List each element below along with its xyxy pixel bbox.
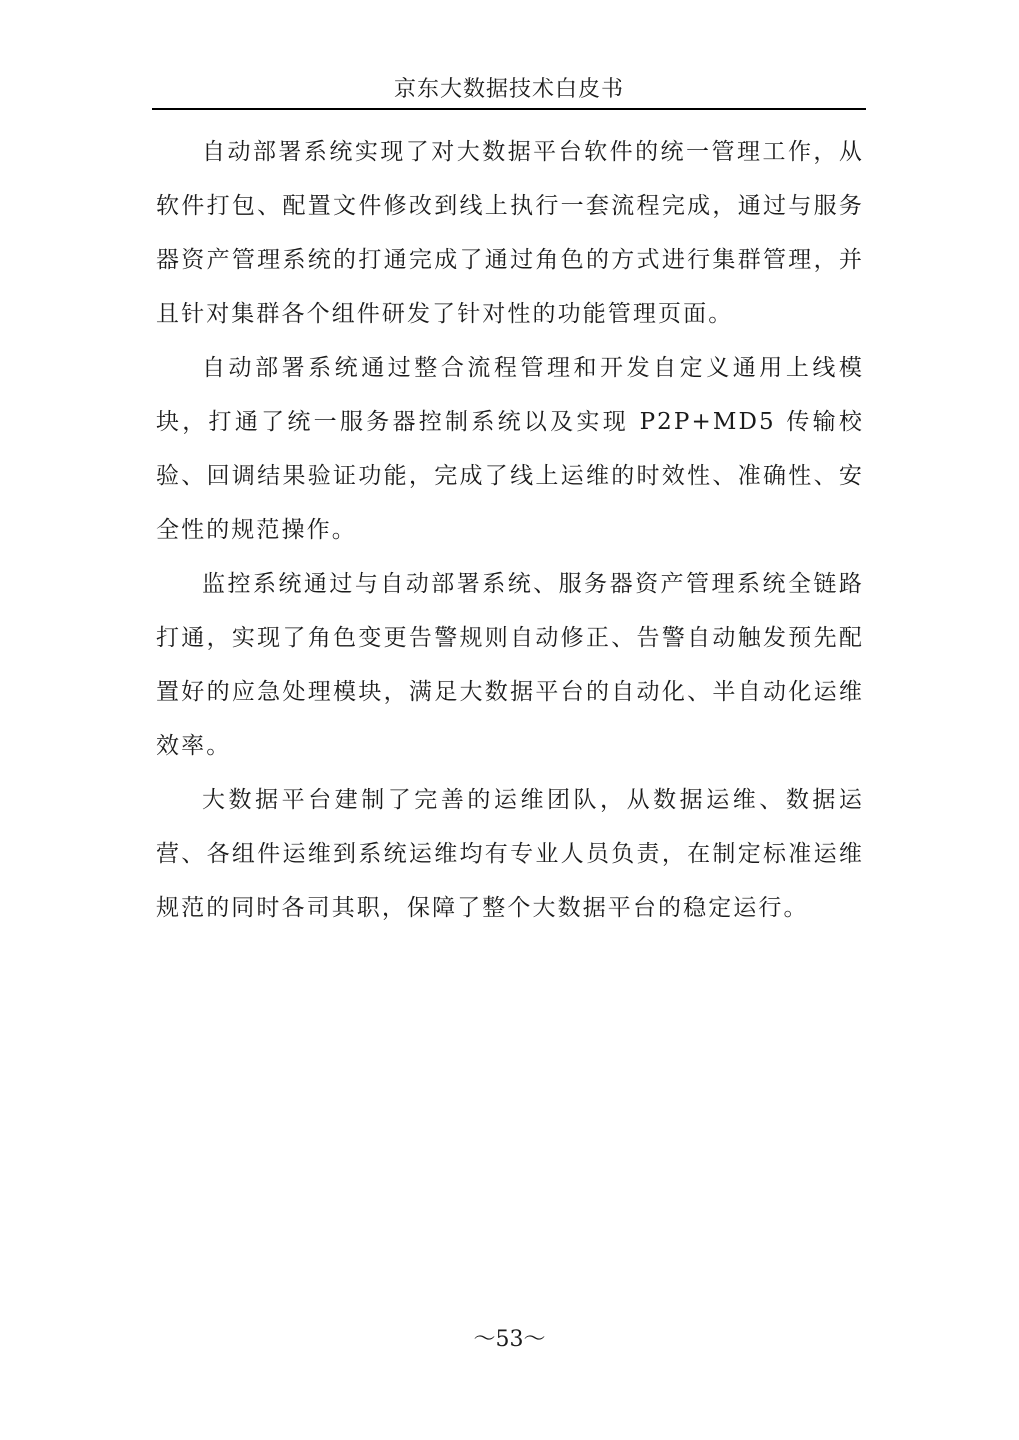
page-number: ～53～ <box>473 1327 546 1352</box>
paragraph-monitoring: 监控系统通过与自动部署系统、服务器资产管理系统全链路打通，实现了角色变更告警规则自动修正、告警自动触发预先配置好的应急处理模块，满足大数据平台的自动化、半自动化运维效率。 <box>156 571 864 759</box>
paragraph-ops-team: 大数据平台建制了完善的运维团队，从数据运维、数据运营、各组件运维到系统运维均有专业人员负责，在制定标准运维规范的同时各司其职，保障了整个大数据平台的稳定运行。 <box>156 787 864 921</box>
header-divider <box>152 108 866 110</box>
document-body <box>156 125 864 935</box>
paragraph-auto-deploy: 自动部署系统实现了对大数据平台软件的统一管理工作，从软件打包、配置文件修改到线上执行一套流程完成，通过与服务器资产管理系统的打通完成了通过角色的方式进行集群管理，并且针对集群各个组件研发了针对性的功能管理页面。 <box>156 139 864 327</box>
paragraph-deploy-workflow: 自动部署系统通过整合流程管理和开发自定义通用上线模块，打通了统一服务器控制系统以及实现 P2P+MD5 传输校验、回调结果验证功能，完成了线上运维的时效性、准确性、安全性的规范操作。 <box>156 355 864 543</box>
page-header-title: 京东大数据技术白皮书 <box>393 77 624 102</box>
